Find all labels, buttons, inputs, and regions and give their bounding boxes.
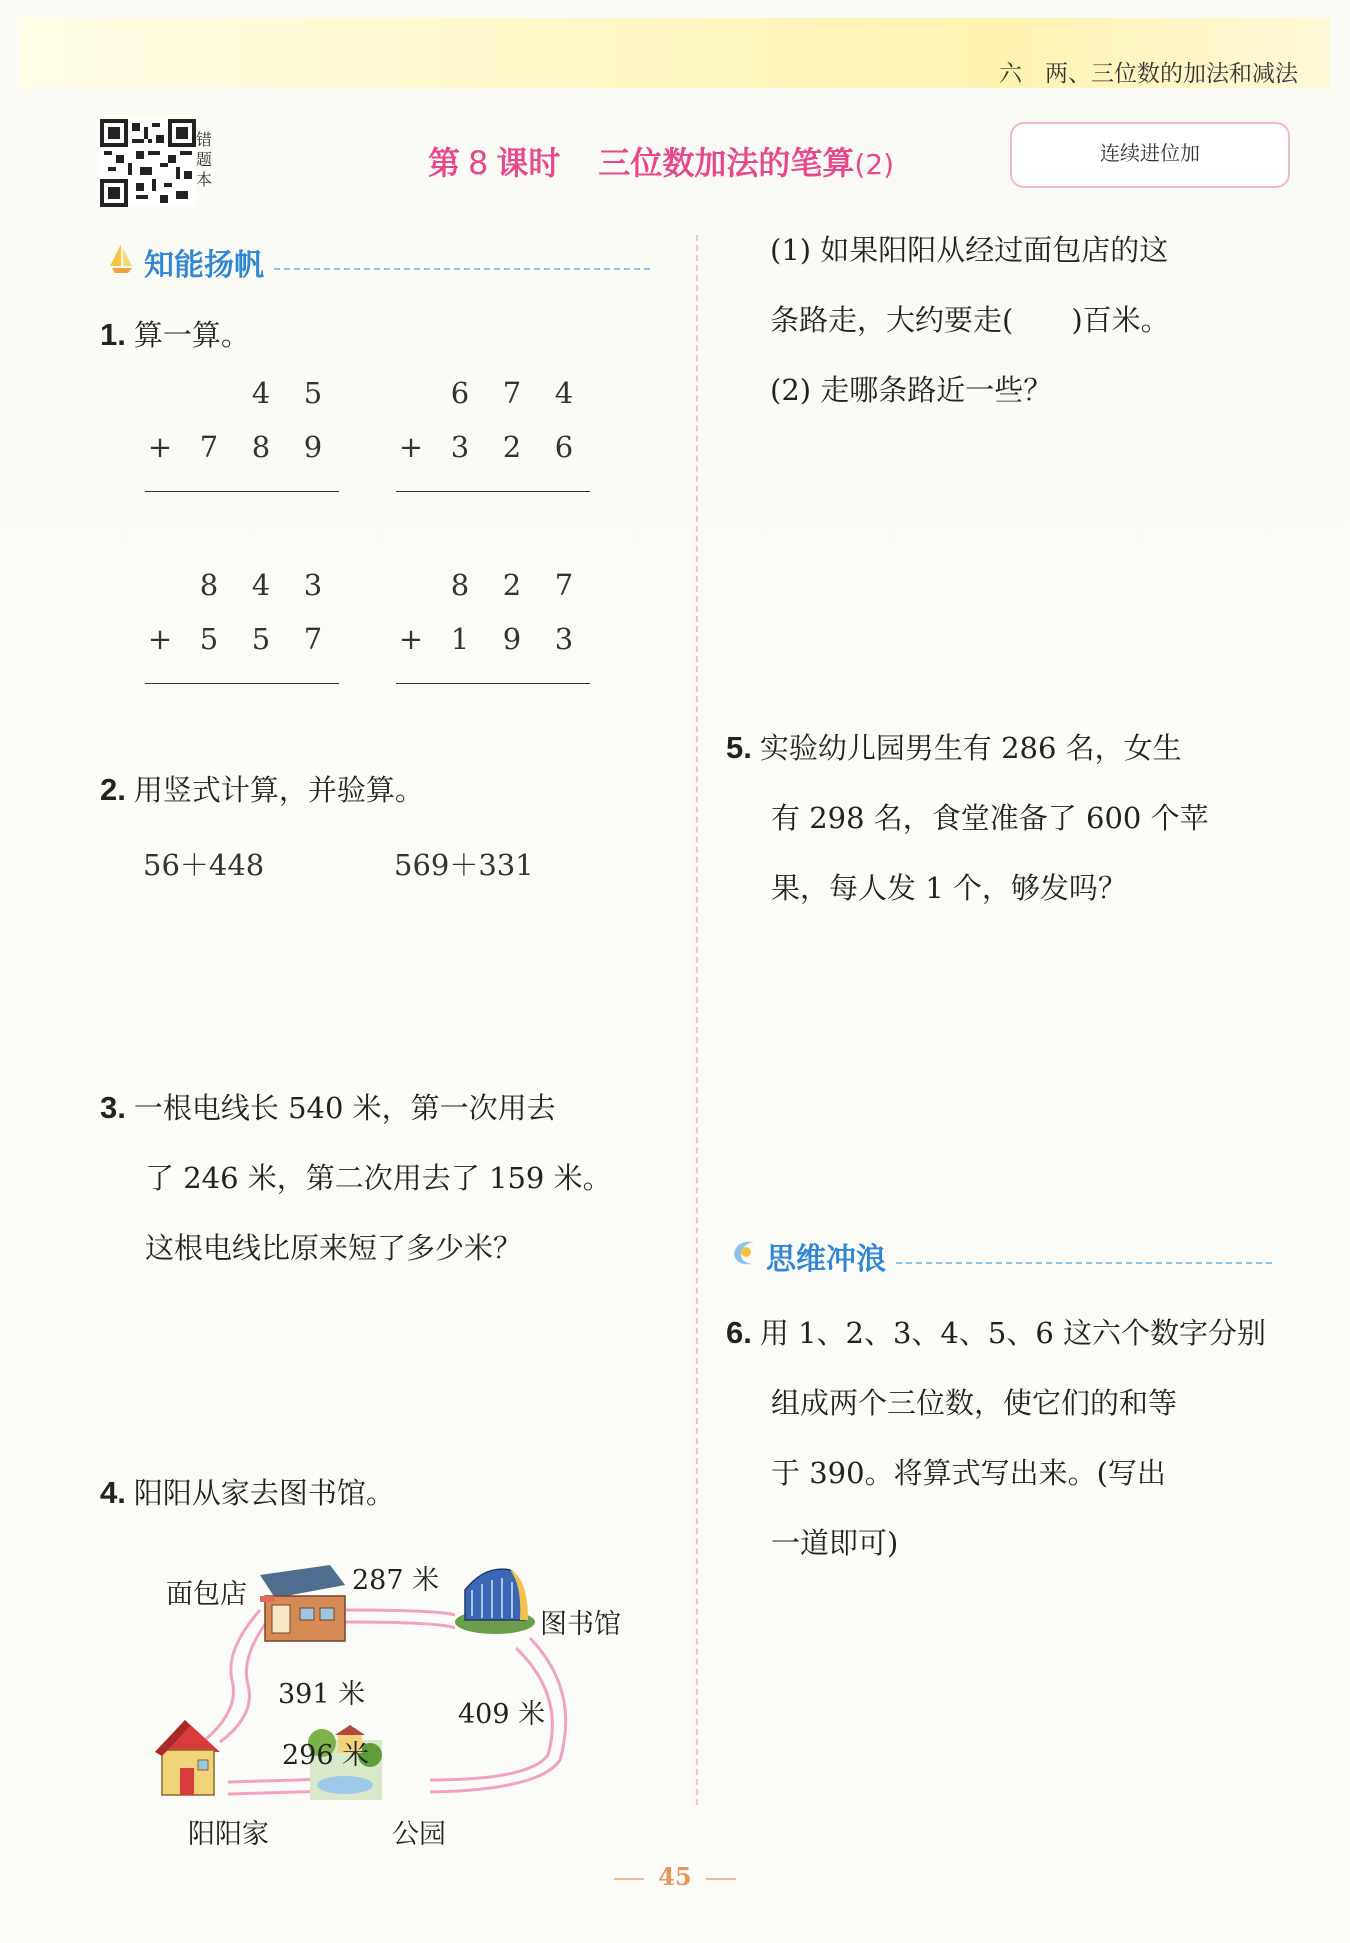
vertical-addition-2: 6 7 4 3 2 6 + bbox=[396, 376, 590, 484]
lesson-suffix: 课时 bbox=[496, 144, 561, 182]
bakery-icon bbox=[260, 1565, 345, 1641]
section-title-knowledge: 知能扬帆 bbox=[144, 248, 264, 283]
section-header-knowledge bbox=[104, 240, 664, 283]
question-line: 实验幼儿园男生有 286 名，女生 bbox=[759, 731, 1182, 765]
question-line: 一道即可) bbox=[771, 1526, 899, 1560]
wave-icon bbox=[726, 1234, 762, 1270]
question-line: 于 390。将算式写出来。(写出 bbox=[771, 1456, 1166, 1490]
vertical-addition-1: 4 5 7 8 9 + bbox=[145, 376, 339, 484]
plus-sign: + bbox=[147, 430, 173, 464]
home-label: 阳阳家 bbox=[188, 1819, 269, 1850]
question-line: 了 246 米，第二次用去了 159 米。 bbox=[145, 1161, 612, 1195]
question-6 bbox=[726, 1298, 1266, 1578]
answer-line[interactable] bbox=[396, 491, 590, 492]
question-4-part-2: (2) 走哪条路近一些？ bbox=[770, 373, 1053, 407]
vertical-addition-4: 8 2 7 1 9 3 + bbox=[396, 568, 590, 676]
answer-line[interactable] bbox=[145, 683, 339, 684]
distance-home-park: 296 米 bbox=[282, 1740, 370, 1771]
page-number-text: 45 bbox=[658, 1862, 692, 1891]
distance-park-library: 409 米 bbox=[458, 1699, 546, 1730]
column-divider bbox=[696, 235, 698, 1805]
bakery-label: 面包店 bbox=[166, 1579, 247, 1610]
section-header-thinking bbox=[726, 1234, 1286, 1277]
expression-2: 569＋331 bbox=[394, 848, 534, 882]
question-line: 有 298 名，食堂准备了 600 个苹 bbox=[771, 801, 1209, 835]
vertical-addition-3: 8 4 3 5 5 7 + bbox=[145, 568, 339, 676]
page-number bbox=[0, 1862, 1350, 1891]
lesson-prefix: 第 bbox=[428, 144, 461, 182]
question-text: 算一算。 bbox=[133, 318, 250, 352]
question-number: 6. bbox=[726, 1315, 752, 1350]
question-number: 1. bbox=[100, 317, 126, 352]
question-2 bbox=[100, 755, 424, 825]
library-icon bbox=[455, 1569, 535, 1634]
qr-label: 错题本 bbox=[196, 130, 213, 189]
question-line: 条路走，大约要走( )百米。 bbox=[770, 303, 1170, 337]
answer-line[interactable] bbox=[145, 491, 339, 492]
question-line: 用 1、2、3、4、5、6 这六个数字分别 bbox=[759, 1316, 1267, 1350]
question-line: (1) 如果阳阳从经过面包店的这 bbox=[770, 233, 1169, 267]
lesson-part: (2) bbox=[854, 148, 895, 181]
qr-code-icon[interactable] bbox=[100, 118, 196, 208]
question-1 bbox=[100, 300, 250, 370]
question-number: 4. bbox=[100, 1475, 126, 1510]
question-5 bbox=[726, 713, 1209, 923]
distance-bakery-library: 287 米 bbox=[352, 1565, 440, 1596]
home-icon bbox=[155, 1720, 220, 1795]
plus-sign: + bbox=[147, 622, 173, 656]
answer-line[interactable] bbox=[396, 683, 590, 684]
distance-home-bakery: 391 米 bbox=[278, 1679, 366, 1710]
sailboat-icon bbox=[104, 240, 140, 276]
lesson-title bbox=[428, 138, 894, 184]
question-line: 组成两个三位数，使它们的和等 bbox=[771, 1386, 1178, 1420]
question-line: 一根电线长 540 米，第一次用去 bbox=[133, 1091, 556, 1125]
question-4 bbox=[100, 1458, 395, 1528]
question-line: 这根电线比原来短了多少米？ bbox=[145, 1231, 523, 1265]
section-title-thinking: 思维冲浪 bbox=[766, 1242, 886, 1277]
chapter-title: 六 两、三位数的加法和减法 bbox=[999, 61, 1298, 87]
question-number: 3. bbox=[100, 1090, 126, 1125]
question-text: 阳阳从家去图书馆。 bbox=[133, 1476, 395, 1510]
question-number: 2. bbox=[100, 772, 126, 807]
library-label: 图书馆 bbox=[540, 1609, 621, 1640]
question-3 bbox=[100, 1073, 612, 1283]
plus-sign: + bbox=[398, 622, 424, 656]
question-4-part-1 bbox=[770, 215, 1170, 355]
lesson-topic: 三位数加法的笔算 bbox=[598, 144, 855, 182]
topic-tag: 连续进位加 bbox=[1010, 122, 1290, 188]
section-underline bbox=[274, 268, 650, 270]
lesson-number: 8 bbox=[468, 144, 489, 182]
plus-sign: + bbox=[398, 430, 424, 464]
section-underline bbox=[896, 1262, 1272, 1264]
question-text: 用竖式计算，并验算。 bbox=[133, 773, 424, 807]
question-line: 果，每人发 1 个，够发吗？ bbox=[771, 871, 1127, 905]
park-label: 公园 bbox=[392, 1819, 446, 1850]
expression-1: 56＋448 bbox=[143, 848, 265, 882]
question-number: 5. bbox=[726, 730, 752, 765]
